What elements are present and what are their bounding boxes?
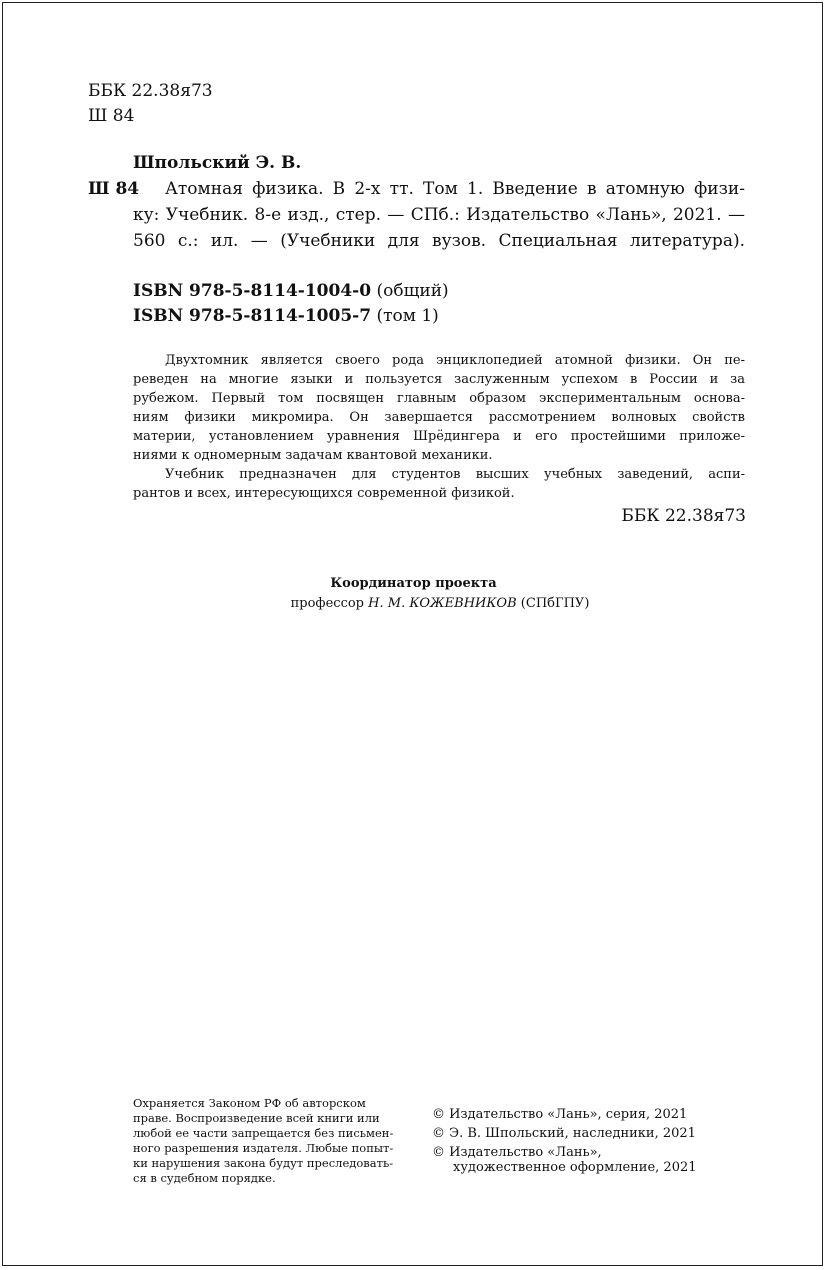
copyright-icon: ©	[432, 1107, 445, 1122]
entry-line-1: Атомная физика. В 2-х тт. Том 1. Введение в атомную физи-	[165, 179, 745, 199]
copyright-continuation: художественное оформление, 2021	[453, 1160, 697, 1175]
annotation-line: материи, установлением уравнения Шрёдингера и его простейшими приложе-	[133, 429, 745, 444]
coordinator-prefix: профессор	[290, 596, 365, 611]
isbn-general-note: (общий)	[376, 281, 449, 301]
annotation-line: Учебник предназначен для студентов высших учебных заведений, аспи-	[165, 467, 745, 482]
legal-line: любой ее части запрещается без письмен-	[133, 1126, 394, 1140]
annotation-line: рантов и всех, интересующихся современной физикой.	[133, 486, 515, 501]
legal-line: ся в судебном порядке.	[133, 1171, 276, 1185]
coordinator-affiliation: (СПбГПУ)	[520, 596, 590, 611]
bbk-code: ББК 22.38я73	[88, 81, 213, 101]
copyright-icon: ©	[432, 1126, 445, 1141]
copyright-line	[432, 1105, 687, 1124]
coordinator-title: Координатор проекта	[330, 576, 497, 591]
coordinator-name: Н. М. КОЖЕВНИКОВ	[368, 596, 517, 611]
annotation-line: рубежом. Первый том посвящен главным образом экспериментальным основа-	[133, 391, 745, 406]
legal-line: праве. Воспроизведение всей книги или	[133, 1111, 380, 1125]
annotation-line: Двухтомник является своего рода энциклопедией атомной физики. Он пе-	[165, 353, 745, 368]
isbn-volume-number: ISBN 978-5-8114-1005-7	[133, 306, 372, 326]
entry-line-2: ку: Учебник. 8-е изд., стер. — СПб.: Издательство «Лань», 2021. —	[133, 205, 745, 225]
entry-code: Ш 84	[88, 179, 140, 199]
legal-line: Охраняется Законом РФ об авторском	[133, 1096, 366, 1110]
legal-line: ного разрешения издателя. Любые попыт-	[133, 1141, 394, 1155]
isbn-volume-note: (том 1)	[376, 306, 439, 326]
copyright-text: Издательство «Лань», серия, 2021	[449, 1107, 688, 1122]
isbn-general-number: ISBN 978-5-8114-1004-0	[133, 281, 372, 301]
copyright-text: Издательство «Лань»,	[449, 1145, 602, 1160]
annotation-line: ниям физики микромира. Он завершается рассмотрением волновых свойств	[133, 410, 745, 425]
isbn-general	[133, 280, 449, 303]
entry-line-3: 560 с.: ил. — (Учебники для вузов. Специальная литература).	[133, 231, 745, 251]
author-code: Ш 84	[88, 106, 135, 126]
copyright-icon: ©	[432, 1145, 445, 1160]
coordinator-line	[0, 594, 827, 613]
copyright-line	[432, 1124, 696, 1143]
annotation-line: ниями к одномерным задачам квантовой механики.	[133, 448, 493, 463]
isbn-volume	[133, 305, 439, 328]
copyright-text: Э. В. Шпольский, наследники, 2021	[449, 1126, 696, 1141]
annotation-line: реведен на многие языки и пользуется заслуженным успехом в России и за	[133, 372, 745, 387]
legal-line: ки нарушения закона будут преследовать-	[133, 1156, 394, 1170]
annotation-bbk: ББК 22.38я73	[621, 506, 746, 526]
entry-author: Шпольский Э. В.	[133, 153, 302, 173]
